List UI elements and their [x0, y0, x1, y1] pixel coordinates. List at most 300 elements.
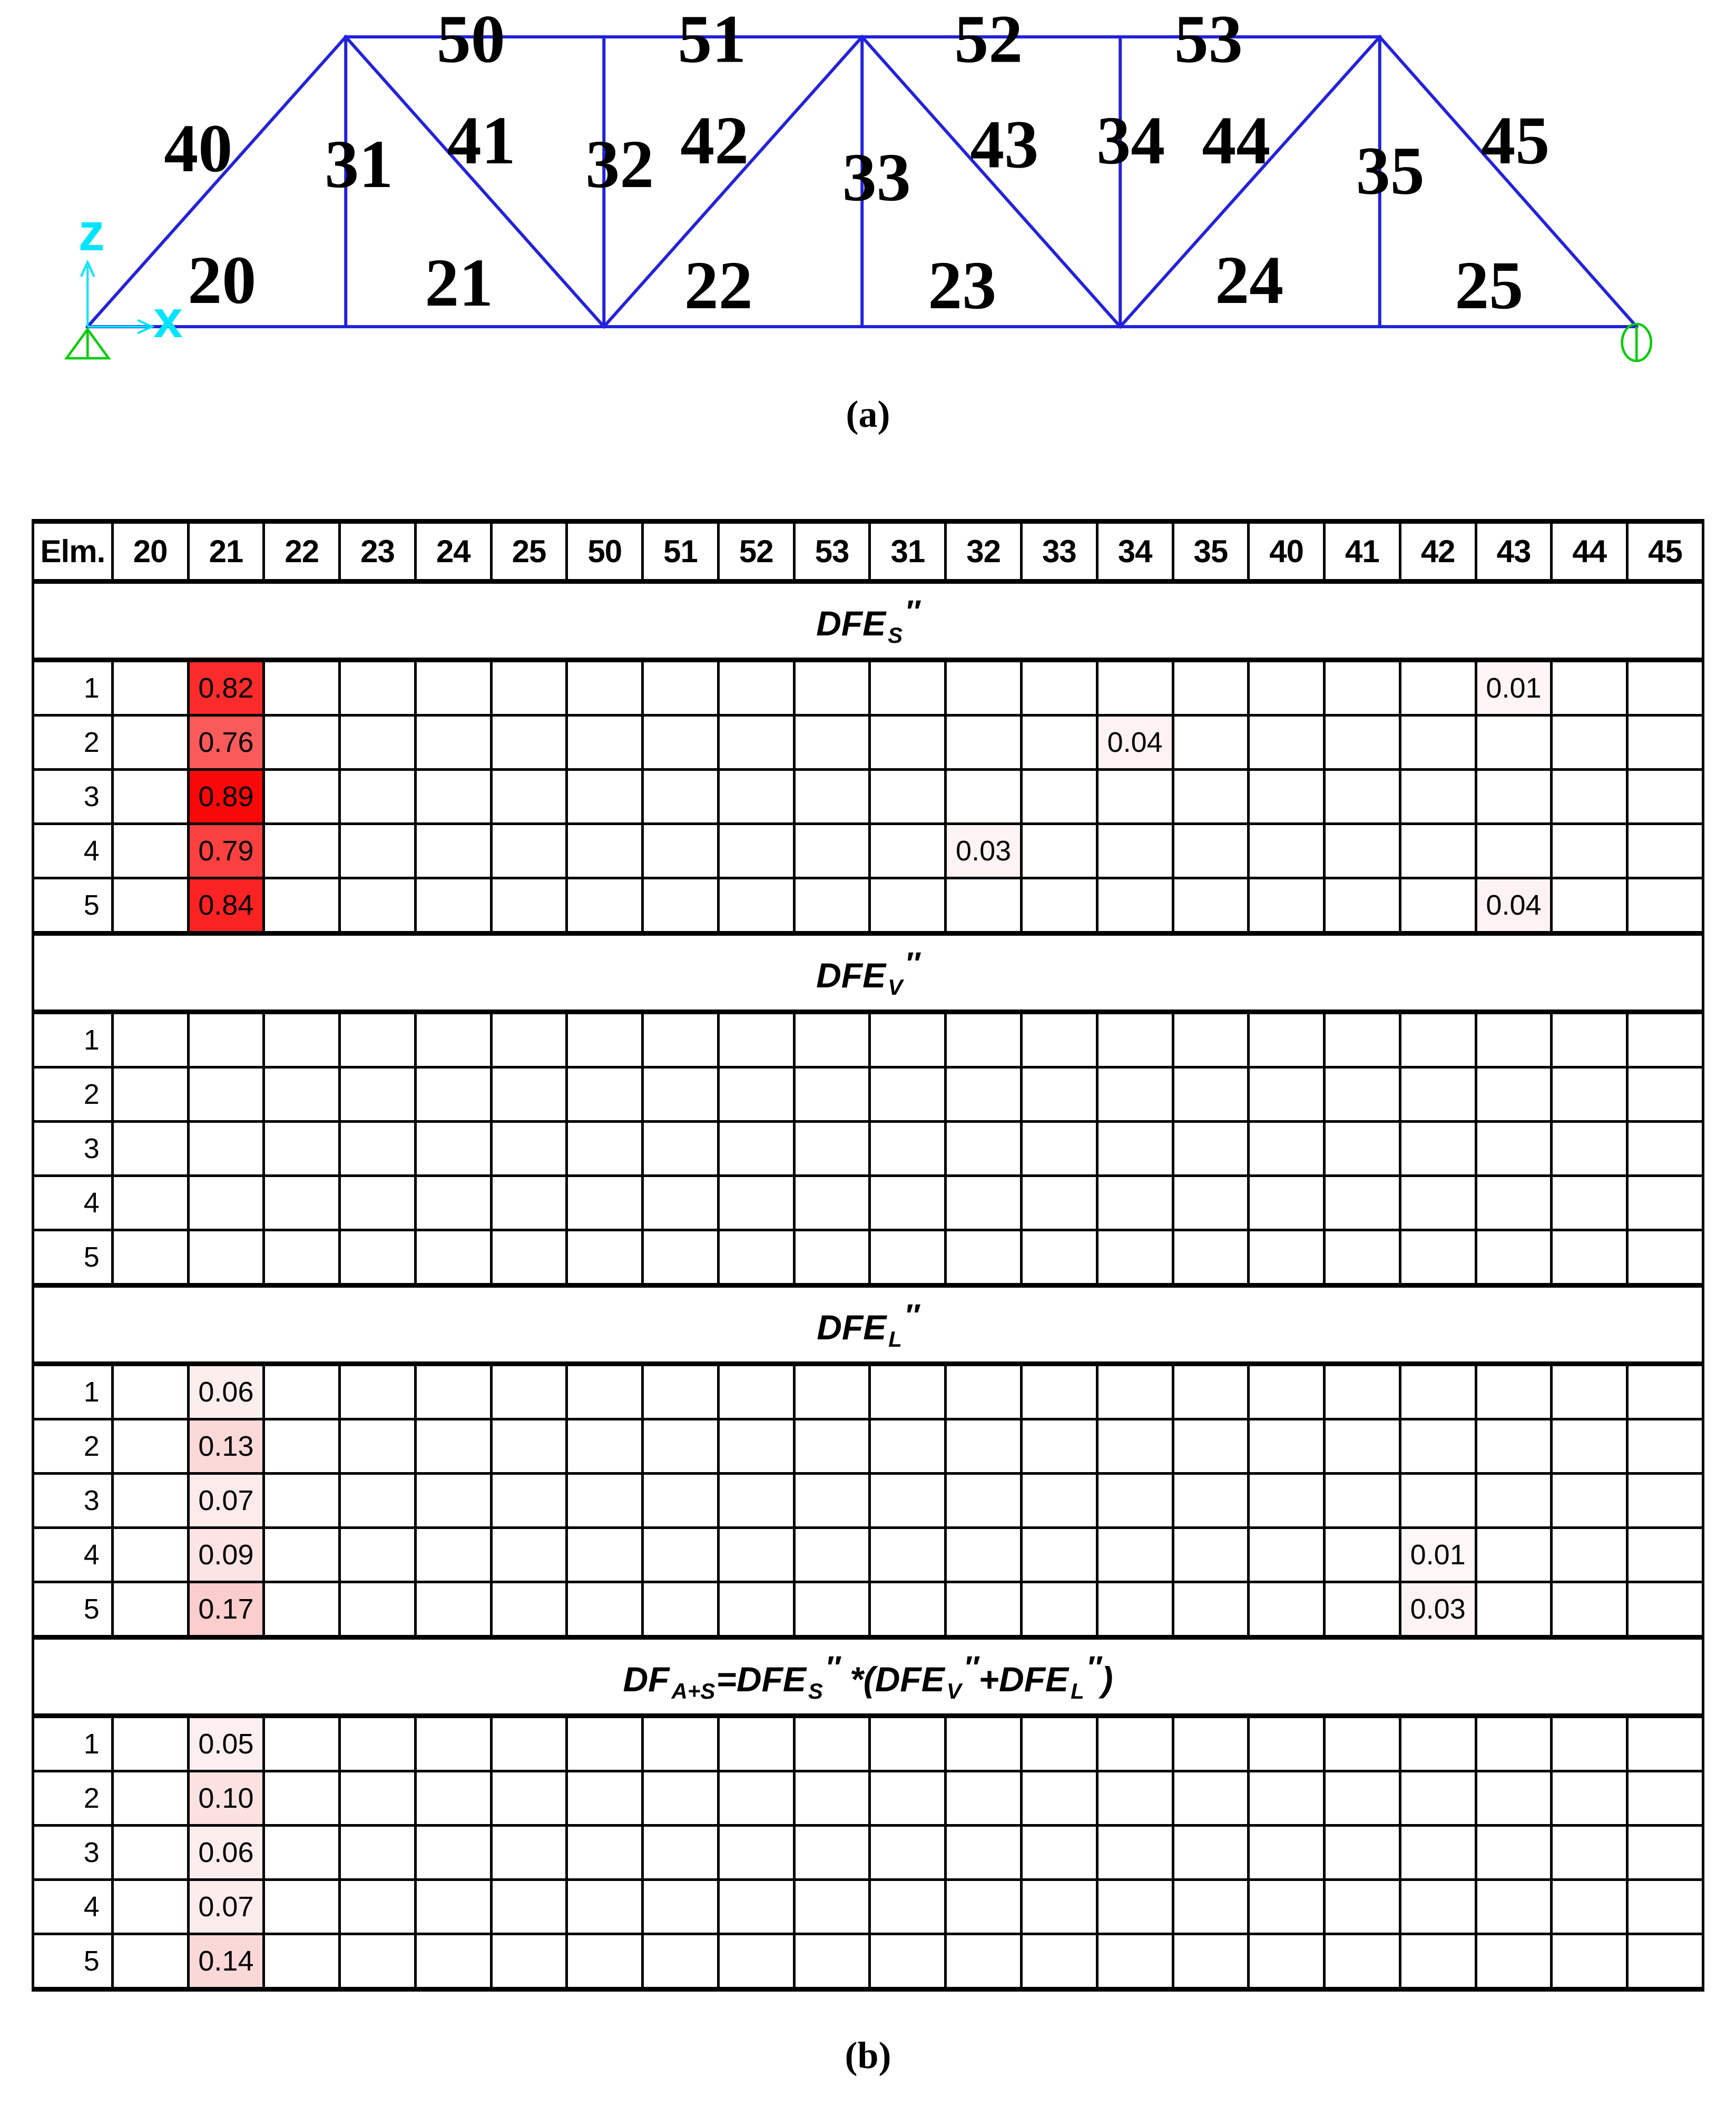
cell-df-a-s-r3-c25 [491, 1826, 567, 1880]
cell-dfe-v-r2-c53 [794, 1067, 870, 1122]
cell-dfe-l-r5-c35 [1173, 1582, 1249, 1638]
cell-dfe-l-r5-c22 [264, 1582, 340, 1638]
cell-dfe-v-r4-c32 [946, 1176, 1022, 1230]
section-title-dfe-s: $DFE_S''$ [816, 594, 920, 648]
cell-dfe-l-r4-c43 [1476, 1528, 1552, 1582]
truss-member-label-50: 50 [436, 1, 505, 77]
cell-dfe-l-r3-c31 [870, 1474, 946, 1528]
cell-df-a-s-r5-c31 [870, 1934, 946, 1990]
cell-dfe-v-r5-c53 [794, 1230, 870, 1286]
cell-dfe-s-r3-c22 [264, 770, 340, 824]
cell-dfe-s-r4-c53 [794, 824, 870, 878]
cell-dfe-v-r1-c44 [1552, 1012, 1627, 1067]
cell-dfe-s-r4-c52 [718, 824, 794, 878]
cell-dfe-s-r4-c22 [264, 824, 340, 878]
cell-dfe-l-r2-c22 [264, 1419, 340, 1474]
table-row [33, 1716, 1703, 1771]
cell-dfe-l-r1-c23 [340, 1364, 416, 1419]
cell-df-a-s-r3-c20 [112, 1826, 188, 1880]
cell-dfe-s-r3-c51 [643, 770, 719, 824]
cell-dfe-s-r5-c41 [1325, 878, 1400, 934]
cell-dfe-s-r5-c23 [340, 878, 416, 934]
cell-dfe-s-r2-c41 [1325, 716, 1400, 770]
cell-df-a-s-r2-c42 [1400, 1771, 1476, 1826]
column-header-21: 21 [188, 522, 264, 582]
cell-dfe-l-r1-c42 [1400, 1364, 1476, 1419]
row-label-dfe-l-5: 5 [33, 1582, 113, 1638]
cell-dfe-l-r4-c22 [264, 1528, 340, 1582]
cell-df-a-s-r2-c20 [112, 1771, 188, 1826]
cell-dfe-s-r3-c41 [1325, 770, 1400, 824]
cell-dfe-v-r4-c23 [340, 1176, 416, 1230]
cell-dfe-s-r1-c45 [1627, 660, 1703, 716]
cell-df-a-s-r3-c34 [1097, 1826, 1173, 1880]
cell-dfe-s-r3-c35 [1173, 770, 1249, 824]
cell-dfe-v-r4-c45 [1627, 1176, 1703, 1230]
column-header-34: 34 [1097, 522, 1173, 582]
cell-df-a-s-r3-c43 [1476, 1826, 1552, 1880]
cell-df-a-s-r2-c50 [567, 1771, 643, 1826]
column-header-44: 44 [1552, 522, 1627, 582]
cell-dfe-s-r2-c22 [264, 716, 340, 770]
cell-df-a-s-r1-c33 [1021, 1716, 1097, 1771]
cell-dfe-l-r5-c42: 0.03 [1400, 1582, 1476, 1638]
cell-dfe-s-r4-c42 [1400, 824, 1476, 878]
cell-dfe-v-r5-c24 [415, 1230, 491, 1286]
cell-dfe-l-r4-c33 [1021, 1528, 1097, 1582]
table-row [33, 770, 1703, 824]
cell-dfe-s-r5-c35 [1173, 878, 1249, 934]
cell-dfe-v-r3-c45 [1627, 1122, 1703, 1176]
cell-dfe-s-r3-c20 [112, 770, 188, 824]
cell-dfe-v-r2-c45 [1627, 1067, 1703, 1122]
cell-dfe-v-r4-c50 [567, 1176, 643, 1230]
cell-df-a-s-r1-c50 [567, 1716, 643, 1771]
cell-dfe-l-r2-c25 [491, 1419, 567, 1474]
cell-df-a-s-r5-c44 [1552, 1934, 1627, 1990]
cell-dfe-s-r1-c34 [1097, 660, 1173, 716]
cell-dfe-l-r2-c20 [112, 1419, 188, 1474]
cell-dfe-l-r3-c42 [1400, 1474, 1476, 1528]
section-banner-dfe-l [33, 1286, 1703, 1364]
truss-member-label-22: 22 [684, 248, 753, 324]
truss-member-label-41: 41 [447, 103, 516, 179]
table-row [33, 1364, 1703, 1419]
cell-dfe-l-r4-c42: 0.01 [1400, 1528, 1476, 1582]
cell-df-a-s-r4-c23 [340, 1880, 416, 1934]
cell-dfe-l-r1-c21: 0.06 [188, 1364, 264, 1419]
cell-df-a-s-r1-c42 [1400, 1716, 1476, 1771]
cell-df-a-s-r4-c35 [1173, 1880, 1249, 1934]
row-label-dfe-s-2: 2 [33, 716, 113, 770]
cell-df-a-s-r5-c35 [1173, 1934, 1249, 1990]
cell-dfe-s-r2-c44 [1552, 716, 1627, 770]
cell-dfe-v-r3-c53 [794, 1122, 870, 1176]
cell-dfe-v-r2-c25 [491, 1067, 567, 1122]
cell-dfe-v-r4-c42 [1400, 1176, 1476, 1230]
cell-dfe-v-r1-c51 [643, 1012, 719, 1067]
cell-dfe-l-r2-c42 [1400, 1419, 1476, 1474]
cell-dfe-l-r4-c31 [870, 1528, 946, 1582]
truss-member-label-34: 34 [1096, 103, 1165, 179]
cell-dfe-l-r2-c23 [340, 1419, 416, 1474]
cell-df-a-s-r1-c22 [264, 1716, 340, 1771]
truss-member-label-53: 53 [1174, 1, 1243, 77]
cell-dfe-s-r2-c23 [340, 716, 416, 770]
cell-df-a-s-r4-c31 [870, 1880, 946, 1934]
cell-dfe-v-r2-c42 [1400, 1067, 1476, 1122]
cell-df-a-s-r4-c44 [1552, 1880, 1627, 1934]
column-header-40: 40 [1249, 522, 1325, 582]
cell-df-a-s-r4-c33 [1021, 1880, 1097, 1934]
cell-df-a-s-r3-c31 [870, 1826, 946, 1880]
row-label-df-a-s-1: 1 [33, 1716, 113, 1771]
cell-df-a-s-r3-c23 [340, 1826, 416, 1880]
cell-dfe-s-r5-c40 [1249, 878, 1325, 934]
cell-dfe-l-r5-c34 [1097, 1582, 1173, 1638]
truss-member-label-51: 51 [678, 1, 747, 77]
axis-z-label: z [78, 203, 105, 262]
cell-dfe-s-r5-c53 [794, 878, 870, 934]
cell-dfe-l-r4-c32 [946, 1528, 1022, 1582]
cell-dfe-s-r5-c34 [1097, 878, 1173, 934]
cell-dfe-s-r5-c24 [415, 878, 491, 934]
cell-dfe-s-r1-c23 [340, 660, 416, 716]
table-header-row [33, 522, 1703, 582]
section-title-df-a-s: $DF_{A+S}=DFE_S''$ $*(DFE_V''+DFE_L'')$ [623, 1650, 1113, 1703]
truss-member-label-20: 20 [188, 242, 257, 318]
column-header-42: 42 [1400, 522, 1476, 582]
cell-dfe-l-r2-c40 [1249, 1419, 1325, 1474]
row-label-dfe-s-3: 3 [33, 770, 113, 824]
cell-dfe-v-r5-c32 [946, 1230, 1022, 1286]
cell-df-a-s-r2-c43 [1476, 1771, 1552, 1826]
cell-dfe-l-r4-c53 [794, 1528, 870, 1582]
cell-dfe-l-r3-c51 [643, 1474, 719, 1528]
cell-df-a-s-r1-c23 [340, 1716, 416, 1771]
cell-dfe-s-r4-c51 [643, 824, 719, 878]
cell-dfe-s-r5-c43: 0.04 [1476, 878, 1552, 934]
row-label-dfe-v-3: 3 [33, 1122, 113, 1176]
cell-dfe-l-r4-c52 [718, 1528, 794, 1582]
cell-dfe-s-r1-c24 [415, 660, 491, 716]
cell-dfe-s-r1-c44 [1552, 660, 1627, 716]
section-banner-cell [33, 934, 1703, 1012]
support-pin-left [66, 329, 109, 358]
row-label-dfe-v-4: 4 [33, 1176, 113, 1230]
cell-df-a-s-r5-c50 [567, 1934, 643, 1990]
cell-dfe-l-r1-c51 [643, 1364, 719, 1419]
cell-dfe-s-r4-c41 [1325, 824, 1400, 878]
cell-dfe-s-r1-c42 [1400, 660, 1476, 716]
column-header-51: 51 [643, 522, 719, 582]
cell-dfe-l-r3-c40 [1249, 1474, 1325, 1528]
cell-dfe-l-r1-c35 [1173, 1364, 1249, 1419]
cell-dfe-s-r3-c53 [794, 770, 870, 824]
section-banner-cell [33, 582, 1703, 660]
cell-df-a-s-r3-c50 [567, 1826, 643, 1880]
cell-df-a-s-r5-c45 [1627, 1934, 1703, 1990]
cell-df-a-s-r1-c53 [794, 1716, 870, 1771]
cell-df-a-s-r1-c31 [870, 1716, 946, 1771]
cell-dfe-v-r3-c24 [415, 1122, 491, 1176]
cell-dfe-v-r3-c50 [567, 1122, 643, 1176]
cell-dfe-v-r3-c34 [1097, 1122, 1173, 1176]
cell-dfe-l-r1-c41 [1325, 1364, 1400, 1419]
cell-dfe-v-r4-c33 [1021, 1176, 1097, 1230]
cell-df-a-s-r3-c41 [1325, 1826, 1400, 1880]
cell-dfe-l-r2-c33 [1021, 1419, 1097, 1474]
table-row [33, 1067, 1703, 1122]
cell-dfe-l-r5-c40 [1249, 1582, 1325, 1638]
cell-df-a-s-r1-c41 [1325, 1716, 1400, 1771]
cell-dfe-l-r4-c51 [643, 1528, 719, 1582]
cell-df-a-s-r2-c21: 0.10 [188, 1771, 264, 1826]
cell-df-a-s-r5-c53 [794, 1934, 870, 1990]
cell-dfe-s-r5-c21: 0.84 [188, 878, 264, 934]
cell-dfe-v-r2-c22 [264, 1067, 340, 1122]
cell-dfe-v-r4-c25 [491, 1176, 567, 1230]
cell-dfe-l-r3-c43 [1476, 1474, 1552, 1528]
table-row [33, 1122, 1703, 1176]
cell-dfe-s-r2-c53 [794, 716, 870, 770]
cell-dfe-s-r1-c52 [718, 660, 794, 716]
cell-dfe-s-r2-c51 [643, 716, 719, 770]
cell-df-a-s-r2-c24 [415, 1771, 491, 1826]
cell-dfe-s-r2-c43 [1476, 716, 1552, 770]
cell-df-a-s-r2-c51 [643, 1771, 719, 1826]
truss-member-label-32: 32 [585, 126, 654, 202]
cell-dfe-v-r5-c50 [567, 1230, 643, 1286]
cell-dfe-l-r4-c41 [1325, 1528, 1400, 1582]
truss-member-label-25: 25 [1455, 248, 1524, 324]
cell-dfe-v-r1-c31 [870, 1012, 946, 1067]
cell-df-a-s-r4-c50 [567, 1880, 643, 1934]
support-roller-right [1622, 324, 1651, 361]
section-banner-cell [33, 1286, 1703, 1364]
cell-df-a-s-r2-c33 [1021, 1771, 1097, 1826]
cell-dfe-l-r1-c22 [264, 1364, 340, 1419]
cell-df-a-s-r4-c34 [1097, 1880, 1173, 1934]
cell-df-a-s-r5-c52 [718, 1934, 794, 1990]
cell-dfe-s-r4-c24 [415, 824, 491, 878]
cell-dfe-s-r5-c42 [1400, 878, 1476, 934]
row-label-dfe-l-4: 4 [33, 1528, 113, 1582]
cell-dfe-l-r2-c35 [1173, 1419, 1249, 1474]
cell-dfe-l-r1-c34 [1097, 1364, 1173, 1419]
cell-dfe-l-r1-c20 [112, 1364, 188, 1419]
cell-df-a-s-r5-c32 [946, 1934, 1022, 1990]
dfe-table [32, 519, 1704, 1992]
cell-df-a-s-r4-c52 [718, 1880, 794, 1934]
cell-dfe-l-r5-c31 [870, 1582, 946, 1638]
cell-dfe-v-r1-c32 [946, 1012, 1022, 1067]
cell-dfe-s-r3-c25 [491, 770, 567, 824]
cell-df-a-s-r1-c20 [112, 1716, 188, 1771]
cell-dfe-s-r3-c31 [870, 770, 946, 824]
cell-dfe-l-r4-c35 [1173, 1528, 1249, 1582]
cell-df-a-s-r1-c45 [1627, 1716, 1703, 1771]
cell-dfe-l-r1-c44 [1552, 1364, 1627, 1419]
cell-dfe-v-r1-c50 [567, 1012, 643, 1067]
cell-df-a-s-r5-c34 [1097, 1934, 1173, 1990]
cell-dfe-v-r3-c32 [946, 1122, 1022, 1176]
cell-dfe-v-r1-c33 [1021, 1012, 1097, 1067]
cell-dfe-s-r2-c33 [1021, 716, 1097, 770]
cell-dfe-l-r5-c50 [567, 1582, 643, 1638]
cell-df-a-s-r2-c31 [870, 1771, 946, 1826]
cell-df-a-s-r4-c43 [1476, 1880, 1552, 1934]
cell-dfe-s-r3-c33 [1021, 770, 1097, 824]
cell-dfe-v-r4-c43 [1476, 1176, 1552, 1230]
cell-dfe-s-r3-c21: 0.89 [188, 770, 264, 824]
cell-dfe-v-r2-c24 [415, 1067, 491, 1122]
cell-dfe-s-r5-c31 [870, 878, 946, 934]
cell-dfe-l-r3-c52 [718, 1474, 794, 1528]
cell-dfe-v-r2-c41 [1325, 1067, 1400, 1122]
row-label-df-a-s-3: 3 [33, 1826, 113, 1880]
cell-dfe-s-r3-c50 [567, 770, 643, 824]
cell-dfe-s-r4-c20 [112, 824, 188, 878]
cell-dfe-l-r5-c20 [112, 1582, 188, 1638]
cell-dfe-l-r1-c45 [1627, 1364, 1703, 1419]
cell-dfe-l-r3-c32 [946, 1474, 1022, 1528]
cell-dfe-v-r4-c21 [188, 1176, 264, 1230]
cell-dfe-l-r3-c53 [794, 1474, 870, 1528]
cell-dfe-s-r1-c51 [643, 660, 719, 716]
section-title-dfe-v: $DFE_V''$ [816, 946, 920, 999]
cell-dfe-v-r1-c43 [1476, 1012, 1552, 1067]
cell-dfe-v-r4-c52 [718, 1176, 794, 1230]
cell-dfe-l-r4-c45 [1627, 1528, 1703, 1582]
cell-dfe-l-r5-c43 [1476, 1582, 1552, 1638]
row-label-dfe-v-5: 5 [33, 1230, 113, 1286]
cell-dfe-l-r2-c44 [1552, 1419, 1627, 1474]
cell-df-a-s-r1-c32 [946, 1716, 1022, 1771]
row-label-dfe-v-1: 1 [33, 1012, 113, 1067]
cell-dfe-l-r3-c33 [1021, 1474, 1097, 1528]
cell-dfe-v-r2-c32 [946, 1067, 1022, 1122]
truss-member-label-45: 45 [1481, 103, 1550, 179]
cell-dfe-l-r1-c25 [491, 1364, 567, 1419]
cell-dfe-v-r4-c24 [415, 1176, 491, 1230]
cell-df-a-s-r1-c24 [415, 1716, 491, 1771]
cell-dfe-s-r4-c31 [870, 824, 946, 878]
cell-dfe-v-r1-c34 [1097, 1012, 1173, 1067]
cell-dfe-l-r5-c33 [1021, 1582, 1097, 1638]
cell-df-a-s-r3-c32 [946, 1826, 1022, 1880]
cell-dfe-s-r2-c31 [870, 716, 946, 770]
cell-df-a-s-r4-c25 [491, 1880, 567, 1934]
cell-dfe-v-r5-c43 [1476, 1230, 1552, 1286]
cell-dfe-s-r2-c34: 0.04 [1097, 716, 1173, 770]
cell-dfe-s-r2-c20 [112, 716, 188, 770]
cell-dfe-v-r5-c21 [188, 1230, 264, 1286]
cell-df-a-s-r4-c22 [264, 1880, 340, 1934]
cell-dfe-l-r1-c53 [794, 1364, 870, 1419]
cell-dfe-l-r3-c34 [1097, 1474, 1173, 1528]
cell-dfe-v-r2-c40 [1249, 1067, 1325, 1122]
cell-df-a-s-r2-c45 [1627, 1771, 1703, 1826]
cell-dfe-v-r1-c53 [794, 1012, 870, 1067]
table-row [33, 1230, 1703, 1286]
cell-dfe-l-r2-c51 [643, 1419, 719, 1474]
cell-df-a-s-r2-c40 [1249, 1771, 1325, 1826]
cell-dfe-v-r4-c51 [643, 1176, 719, 1230]
cell-dfe-l-r3-c44 [1552, 1474, 1627, 1528]
cell-df-a-s-r2-c34 [1097, 1771, 1173, 1826]
cell-dfe-s-r4-c34 [1097, 824, 1173, 878]
row-label-dfe-l-3: 3 [33, 1474, 113, 1528]
cell-df-a-s-r5-c51 [643, 1934, 719, 1990]
cell-dfe-s-r1-c35 [1173, 660, 1249, 716]
cell-dfe-l-r5-c41 [1325, 1582, 1400, 1638]
cell-dfe-l-r4-c20 [112, 1528, 188, 1582]
cell-dfe-v-r1-c52 [718, 1012, 794, 1067]
cell-dfe-v-r2-c34 [1097, 1067, 1173, 1122]
cell-dfe-s-r4-c32: 0.03 [946, 824, 1022, 878]
cell-dfe-l-r2-c34 [1097, 1419, 1173, 1474]
section-banner-dfe-s [33, 582, 1703, 660]
truss-member-label-42: 42 [680, 103, 749, 179]
cell-dfe-v-r5-c33 [1021, 1230, 1097, 1286]
section-banner-cell [33, 1638, 1703, 1716]
cell-dfe-l-r5-c21: 0.17 [188, 1582, 264, 1638]
cell-dfe-s-r2-c40 [1249, 716, 1325, 770]
cell-dfe-s-r5-c20 [112, 878, 188, 934]
cell-dfe-v-r2-c51 [643, 1067, 719, 1122]
cell-df-a-s-r2-c32 [946, 1771, 1022, 1826]
cell-dfe-s-r2-c35 [1173, 716, 1249, 770]
table-row [33, 1934, 1703, 1990]
cell-dfe-l-r2-c52 [718, 1419, 794, 1474]
row-label-dfe-l-1: 1 [33, 1364, 113, 1419]
cell-df-a-s-r1-c44 [1552, 1716, 1627, 1771]
cell-dfe-s-r2-c50 [567, 716, 643, 770]
cell-dfe-s-r4-c45 [1627, 824, 1703, 878]
cell-dfe-v-r1-c42 [1400, 1012, 1476, 1067]
cell-dfe-v-r3-c33 [1021, 1122, 1097, 1176]
cell-dfe-v-r3-c42 [1400, 1122, 1476, 1176]
cell-dfe-v-r1-c45 [1627, 1012, 1703, 1067]
truss-member-labels [164, 2, 1549, 324]
row-label-df-a-s-2: 2 [33, 1771, 113, 1826]
table-row [33, 1528, 1703, 1582]
cell-dfe-l-r1-c50 [567, 1364, 643, 1419]
cell-dfe-s-r1-c53 [794, 660, 870, 716]
column-header-31: 31 [870, 522, 946, 582]
column-header-25: 25 [491, 522, 567, 582]
truss-diagram-panel [0, 0, 1736, 369]
cell-dfe-v-r4-c41 [1325, 1176, 1400, 1230]
column-header-45: 45 [1627, 522, 1703, 582]
table-head [33, 522, 1703, 582]
cell-dfe-l-r3-c25 [491, 1474, 567, 1528]
cell-dfe-v-r2-c23 [340, 1067, 416, 1122]
column-header-41: 41 [1325, 522, 1400, 582]
cell-df-a-s-r2-c23 [340, 1771, 416, 1826]
cell-dfe-l-r4-c24 [415, 1528, 491, 1582]
cell-dfe-v-r3-c25 [491, 1122, 567, 1176]
cell-dfe-v-r5-c51 [643, 1230, 719, 1286]
cell-dfe-v-r2-c31 [870, 1067, 946, 1122]
table-row [33, 824, 1703, 878]
cell-df-a-s-r3-c53 [794, 1826, 870, 1880]
truss-member-label-33: 33 [842, 140, 911, 215]
cell-dfe-l-r1-c24 [415, 1364, 491, 1419]
cell-dfe-v-r1-c24 [415, 1012, 491, 1067]
cell-dfe-v-r1-c35 [1173, 1012, 1249, 1067]
